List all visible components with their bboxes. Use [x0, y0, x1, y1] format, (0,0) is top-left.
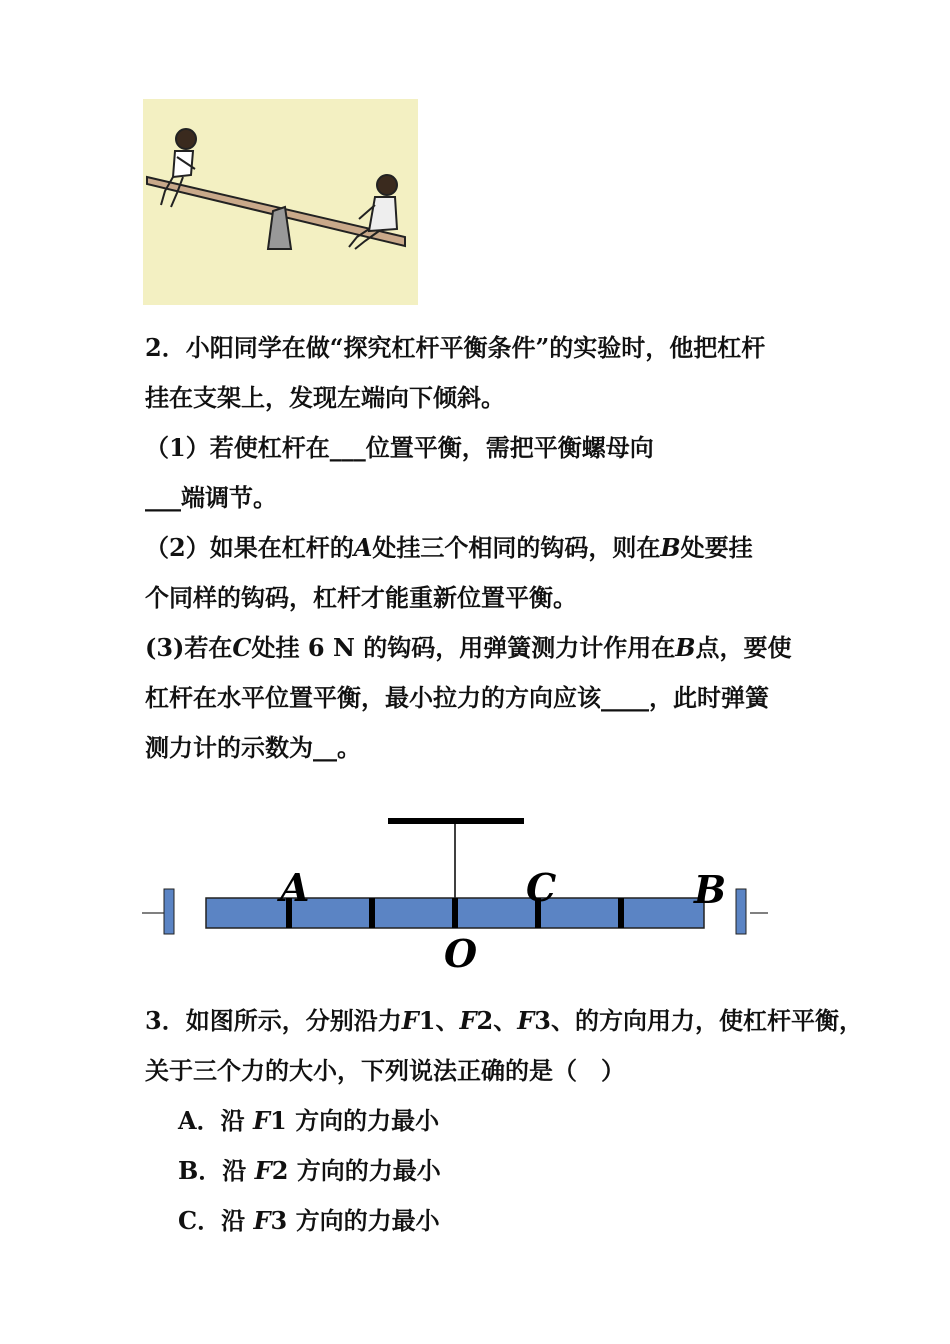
option-text: 方向的力最小	[288, 1156, 441, 1185]
q2-part3-line-1	[145, 633, 792, 663]
force-f1-sub: 1、	[418, 1006, 460, 1035]
option-var: F	[253, 1206, 271, 1235]
label-o: O	[444, 931, 478, 976]
seesaw-illustration	[143, 99, 418, 305]
seesaw-drawing	[143, 99, 418, 305]
lever-diagram	[140, 805, 780, 985]
option-num: 3	[270, 1206, 288, 1235]
force-f2-var: F	[459, 1006, 477, 1035]
q2-part3-line-2: 杠杆在水平位置平衡，最小拉力的方向应该____，此时弹簧	[145, 683, 769, 712]
option-letter: B．沿	[178, 1156, 255, 1185]
force-f3-sub: 3	[534, 1006, 551, 1035]
q3-stem-text: 3．如图所示，分别沿力	[145, 1006, 402, 1035]
point-b-ref: B	[660, 533, 681, 562]
tick-1	[369, 898, 375, 928]
q2-part2-line-2: 个同样的钩码，杠杆才能重新位置平衡。	[145, 583, 577, 612]
tick-o	[452, 898, 458, 928]
label-c: C	[526, 865, 557, 910]
q2-part3-text: 处挂 6 N 的钩码，用弹簧测力计作用在	[251, 633, 676, 662]
label-a: A	[280, 865, 310, 910]
option-text: 方向的力最小	[287, 1206, 440, 1235]
q2-stem-line-2: 挂在支架上，发现左端向下倾斜。	[145, 383, 505, 412]
force-f2-sub: 2、	[476, 1006, 518, 1035]
left-balance-nut	[164, 889, 174, 934]
force-f1-var: F	[401, 1006, 419, 1035]
q2-stem-line-1: 2．小阳同学在做“探究杠杆平衡条件”的实验时，他把杠杆	[145, 333, 766, 362]
q2-part2-line-1	[145, 533, 753, 563]
option-letter: A．沿	[178, 1106, 253, 1135]
option-var: F	[252, 1106, 271, 1135]
point-b-ref: B	[675, 633, 696, 662]
point-c-ref: C	[232, 633, 252, 662]
option-var: F	[254, 1156, 272, 1185]
tick-2	[618, 898, 624, 928]
q2-part2-text: 处要挂	[680, 533, 753, 562]
option-num: 2	[271, 1156, 289, 1185]
q3-option-b[interactable]	[178, 1156, 441, 1186]
point-a-ref: A	[353, 533, 373, 562]
q3-option-c[interactable]	[178, 1206, 440, 1236]
q2-part3-text: (3)若在	[145, 633, 233, 662]
force-f3-var: F	[517, 1006, 535, 1035]
q3-stem-line-2: 关于三个力的大小，下列说法正确的是（ ）	[145, 1056, 625, 1085]
right-balance-nut	[736, 889, 746, 934]
support-bar	[388, 818, 524, 824]
q3-stem-text: 、的方向用力，使杠杆平衡，	[550, 1006, 863, 1035]
q2-part2-text: （2）如果在杠杆的	[145, 533, 354, 562]
option-num: 1	[270, 1106, 287, 1135]
q2-part1-line-1: （1）若使杠杆在___位置平衡，需把平衡螺母向	[145, 433, 654, 462]
option-text: 方向的力最小	[286, 1106, 440, 1135]
q3-option-a[interactable]	[178, 1106, 439, 1136]
q2-part3-line-3: 测力计的示数为__。	[145, 733, 361, 762]
q2-part3-text: 点，要使	[695, 633, 792, 662]
q2-part1-line-2: ___端调节。	[145, 483, 277, 512]
q2-part2-text: 处挂三个相同的钩码，则在	[372, 533, 661, 562]
option-letter: C．沿	[178, 1206, 254, 1235]
q3-stem-line-1	[145, 1006, 863, 1036]
label-b: B	[694, 867, 727, 912]
